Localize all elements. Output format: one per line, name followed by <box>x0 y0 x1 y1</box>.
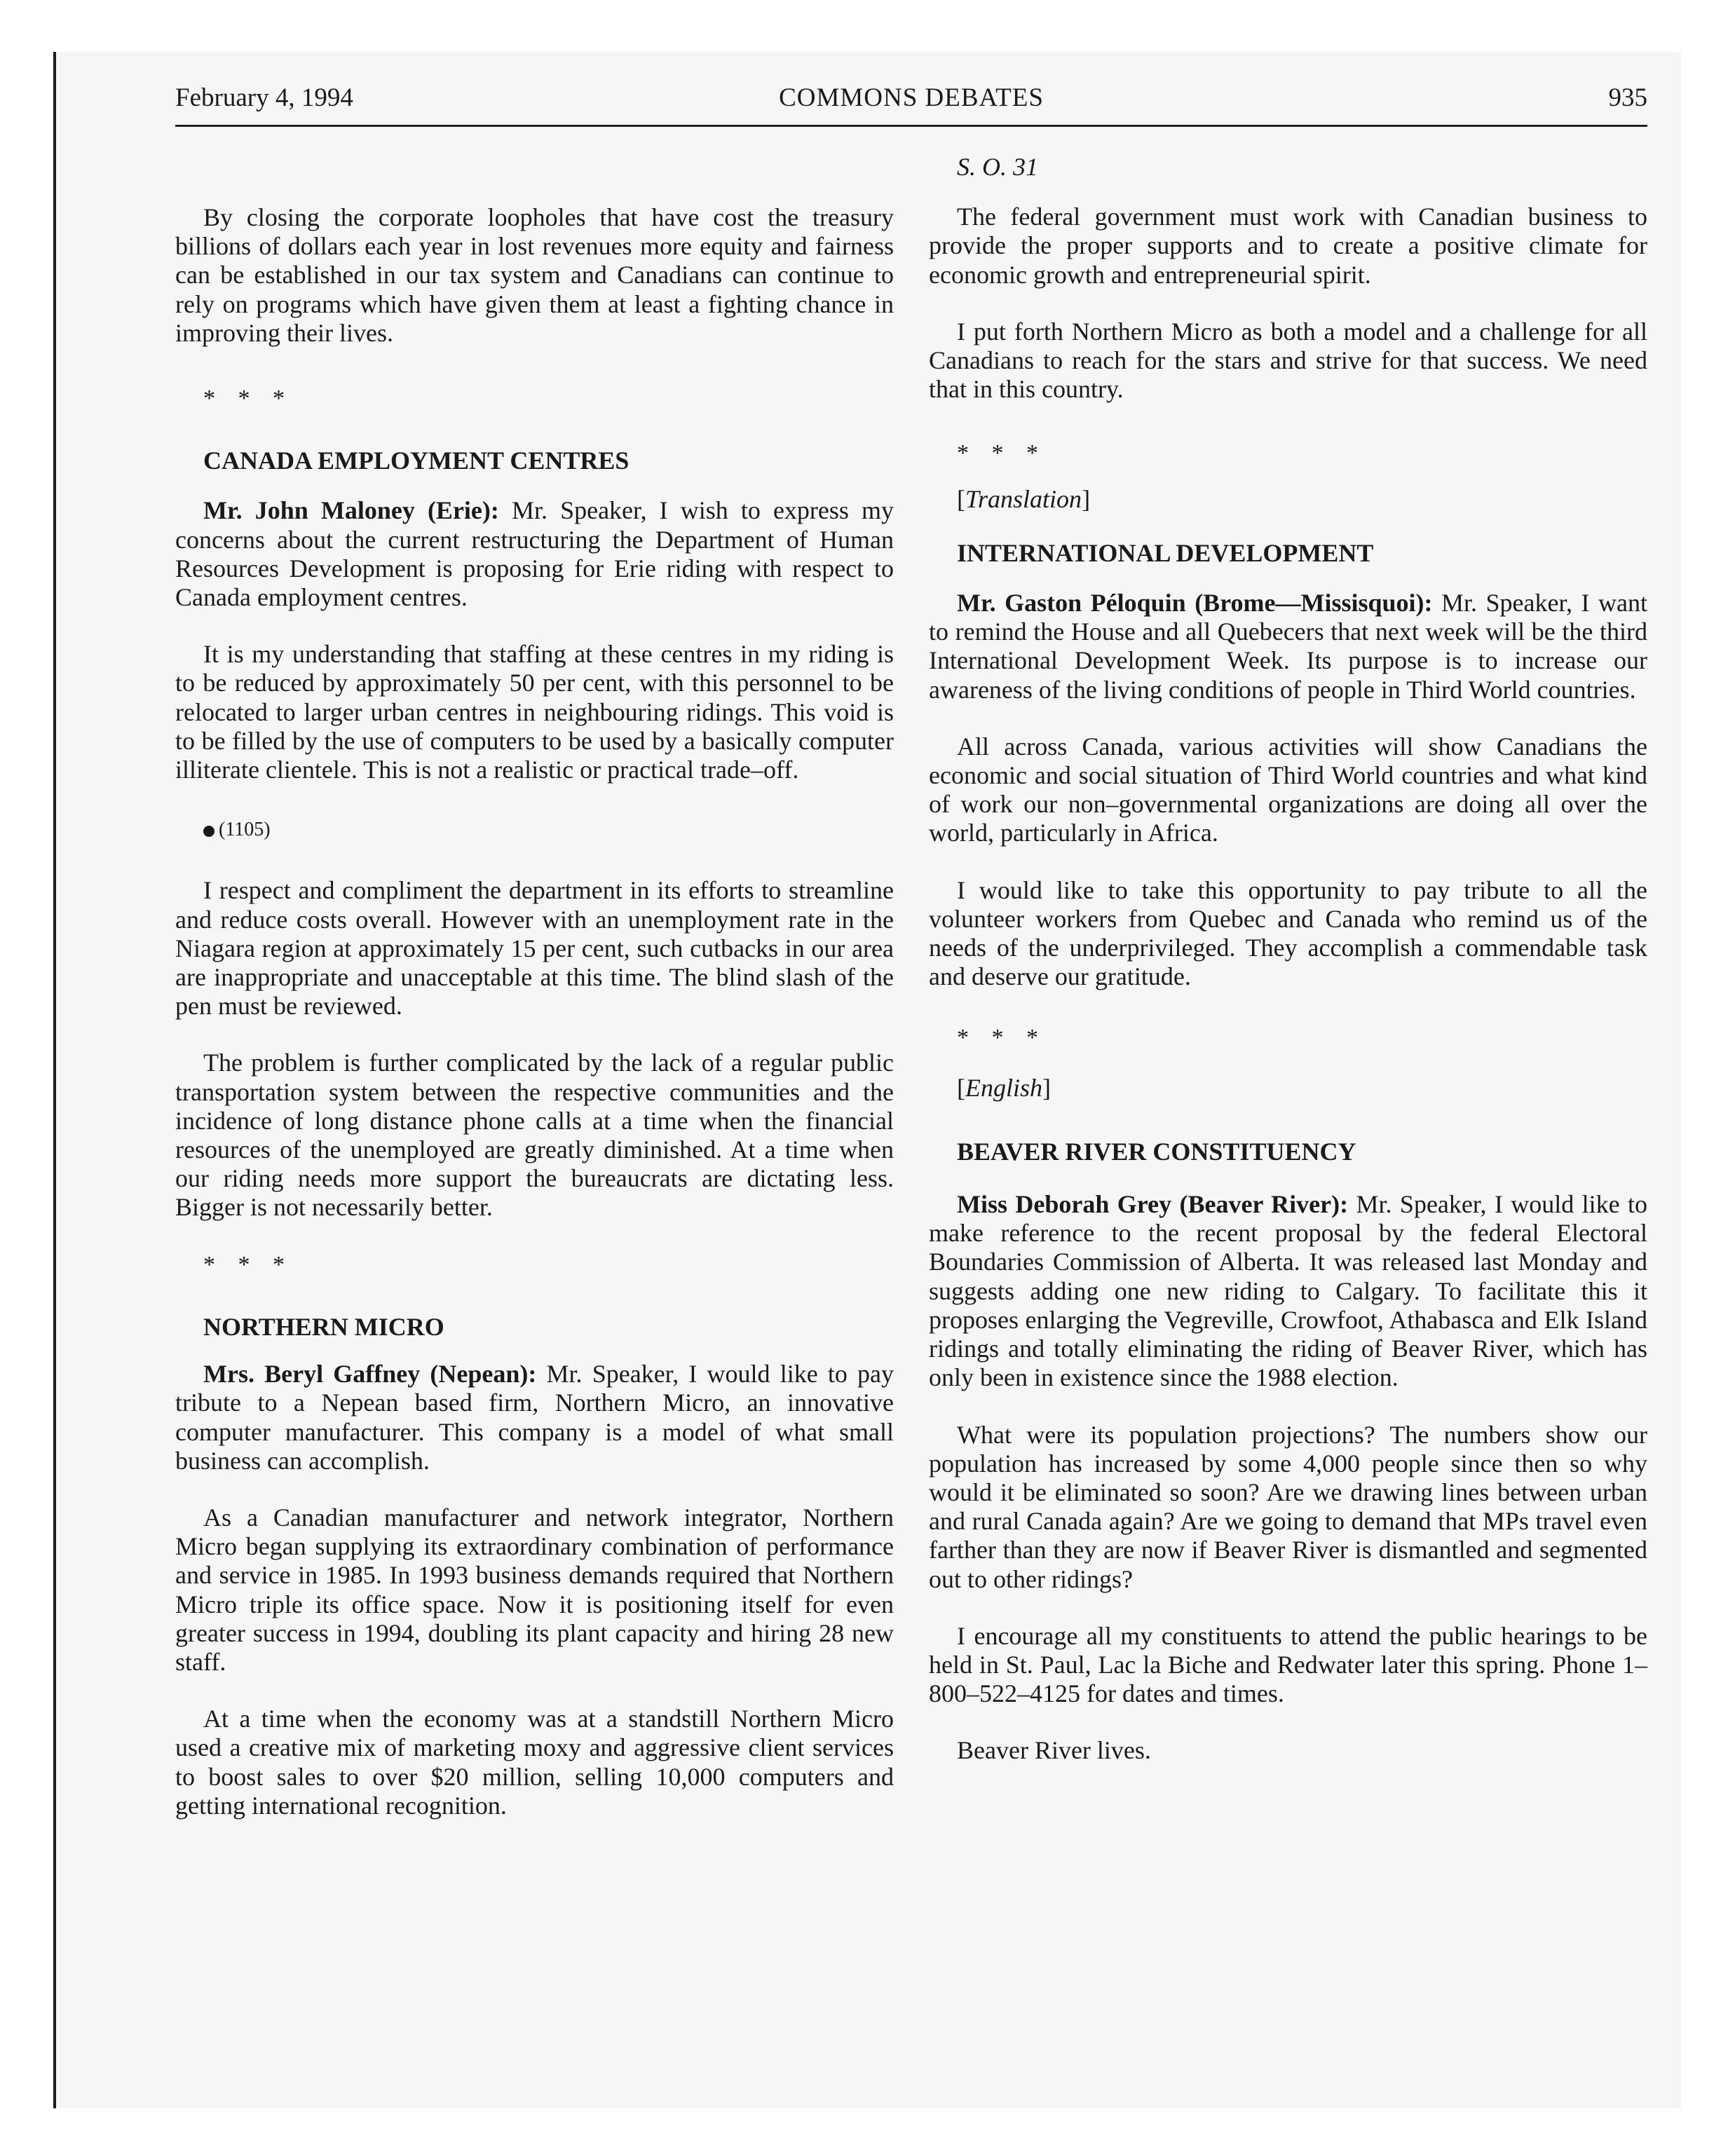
paragraph-manufacturer: As a Canadian manufacturer and network integrator, Northern Micro began supplying its extraordinary combination of performance and service in 1985. In 1993 business demands required that Northern Micro triple its office space. Now it is positioning itself for even greater success in 1994, doubling its plant capacity and hiring 28 new staff. <box>175 1503 894 1676</box>
speech-text: Mr. Speaker, I would like to pay tribute to a Nepean based firm, Northern Micro, an innovative computer manufacturer. This company is a model of what small business can accomplish. <box>175 1360 894 1475</box>
paragraph-gaffney-intro <box>175 1360 894 1475</box>
header-rule <box>175 125 1647 127</box>
paragraph-population: What were its population projections? The numbers show our population has increased by some 4,000 people since then so why would it be eliminated so soon? Are we drawing lines between urban and rural Canada again? Are we going to demand that MPs travel even farther than they are now if Beaver River is dismantled and segmented out to other ridings? <box>929 1420 1647 1593</box>
section-separator: * * * <box>203 1251 293 1278</box>
speaker-name: Mrs. Beryl Gaffney (Nepean): <box>203 1360 537 1389</box>
paragraph-economy: At a time when the economy was at a standstill Northern Micro used a creative mix of marketing moxy and aggressive client services to boost sales to over $20 million, selling 10,000 computers and getting international recognition. <box>175 1705 894 1820</box>
language-note-english: [English] <box>957 1073 1052 1102</box>
section-separator: * * * <box>957 1025 1047 1051</box>
paragraph-challenge: I put forth Northern Micro as both a model and a challenge for all Canadians to reach for the stars and strive for that success. We need that in this country. <box>929 317 1647 404</box>
language-note-text: Translation <box>965 484 1082 513</box>
paragraph-peloquin-intro <box>929 589 1647 704</box>
language-note-translation: [Translation] <box>957 484 1091 513</box>
time-marker-text: (1105) <box>219 819 271 841</box>
heading-canada-employment-centres: CANADA EMPLOYMENT CENTRES <box>203 446 630 475</box>
heading-northern-micro: NORTHERN MICRO <box>203 1312 444 1341</box>
language-note-text: English <box>965 1073 1043 1102</box>
speaker-name: Mr. John Maloney (Erie): <box>203 496 499 525</box>
paragraph-respect: I respect and compliment the department in its efforts to streamline and reduce costs overall. However with an unemployment rate in the Niagara region at approximately 15 per cent, such cutbacks in our area are inappropriate and unacceptable at this time. The blind slash of the pen must be reviewed. <box>175 876 894 1021</box>
running-header <box>175 83 1647 118</box>
speaker-name: Mr. Gaston Péloquin (Brome—Missisquoi): <box>957 589 1433 618</box>
bullet-dot-icon <box>203 826 215 837</box>
section-separator: * * * <box>957 440 1047 467</box>
paragraph-beaver-river-lives: Beaver River lives. <box>957 1736 1151 1765</box>
heading-beaver-river-constituency: BEAVER RIVER CONSTITUENCY <box>957 1137 1356 1166</box>
time-marker <box>175 815 894 844</box>
left-column <box>175 203 894 1820</box>
paragraph-activities: All across Canada, various activities will show Canadians the economic and social situation of Third World countries and what kind of work our non–governmental organizations are doing all over the world, particularly in Africa. <box>929 732 1647 847</box>
header-date: February 4, 1994 <box>175 83 353 112</box>
speech-text: Mr. Speaker, I would like to make reference to the recent proposal by the federal Electoral Boundaries Commission of Alberta. It was released last Monday and suggests adding one new riding to Calgary. To facilitate this it proposes enlarging the Vegreville, Crowfoot, Athabasca and Elk Island ridings and totally eliminating the riding of Beaver River, which has only been in existence since the 1988 election. <box>929 1190 1647 1392</box>
paragraph-grey-intro <box>929 1190 1647 1392</box>
heading-international-development: INTERNATIONAL DEVELOPMENT <box>957 538 1374 567</box>
speech-text: Mr. Speaker, I want to remind the House and all Quebecers that next week will be the third International Development Week. Its purpose is to increase our awareness of the living conditions of people in Third World countries. <box>929 589 1647 704</box>
speaker-name: Miss Deborah Grey (Beaver River): <box>957 1190 1349 1219</box>
paragraph-maloney-intro <box>175 496 894 612</box>
paragraph-federal-government: The federal government must work with Canadian business to provide the proper supports and to create a positive climate for economic growth and entrepreneurial spirit. <box>929 203 1647 289</box>
page-number: 935 <box>1608 83 1647 112</box>
paragraph-tax-loopholes: By closing the corporate loopholes that have cost the treasury billions of dollars each year in lost revenues more equity and fairness can be established in our tax system and Canadians can continue to rely on programs which have given them at least a fighting chance in improving their lives. <box>175 203 894 347</box>
header-title: COMMONS DEBATES <box>779 83 1044 112</box>
paragraph-staffing: It is my understanding that staffing at these centres in my riding is to be reduced by approximately 50 per cent, with this personnel to be relocated to larger urban centres in neighbouring ridings. This void is to be filled by the use of computers to be used by a basically computer illiterate clientele. This is not a realistic or practical trade–off. <box>175 640 894 784</box>
paragraph-volunteers: I would like to take this opportunity to pay tribute to all the volunteer workers from Quebec and Canada who remind us of the needs of the underprivileged. They accomplish a commendable task and deserve our gratitude. <box>929 875 1647 991</box>
paragraph-transportation: The problem is further complicated by the lack of a regular public transportation system between the respective communities and the incidence of long distance phone calls at a time when the financial resources of the unemployed are greatly diminished. At a time when our riding needs more support the bureaucrats are dictating less. Bigger is not necessarily better. <box>175 1049 894 1222</box>
right-column <box>929 153 1647 1766</box>
standing-order-label: S. O. 31 <box>957 153 1038 181</box>
paragraph-hearings: I encourage all my constituents to attend the public hearings to be held in St. Paul, Lac la Biche and Redwater later this spring. Phone 1–800–522–4125 for dates and times. <box>929 1621 1647 1708</box>
section-separator: * * * <box>203 386 293 412</box>
speech-text: Mr. Speaker, I wish to express my concerns about the current restructuring the Department of Human Resources Development is proposing for Erie riding with respect to Canada employment centres. <box>175 496 894 612</box>
